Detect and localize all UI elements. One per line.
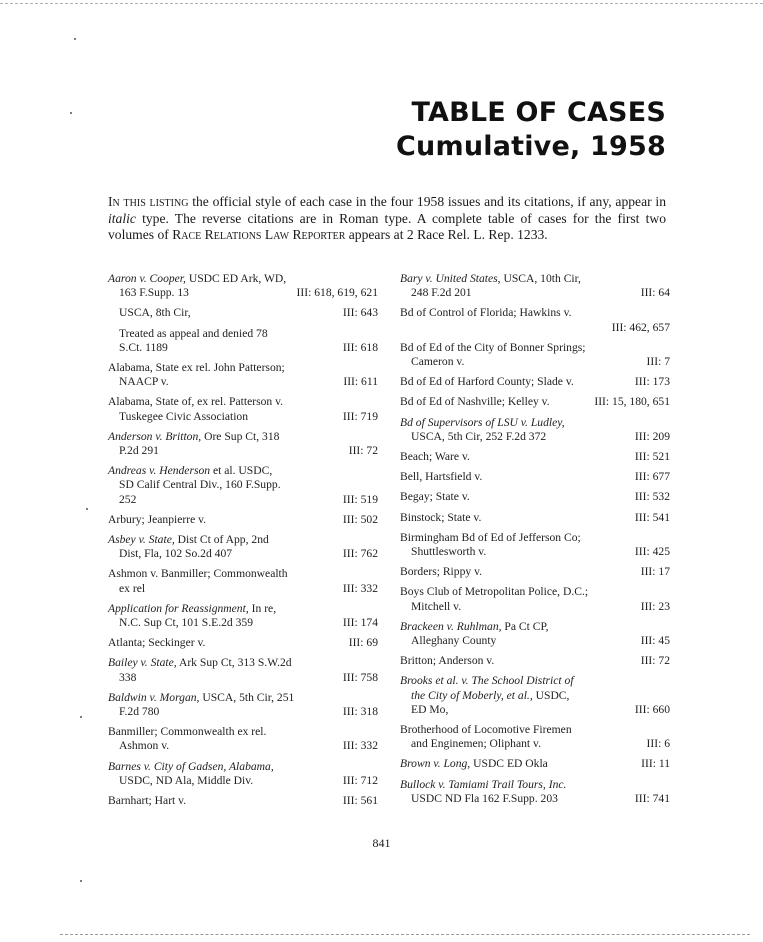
case-court: Borders; Rippy v. — [400, 565, 483, 579]
case-first-line — [400, 654, 670, 668]
case-name: Brooks et al. v. The School District of — [400, 674, 574, 688]
case-continuation-line — [400, 689, 670, 703]
case-court: Atlanta; Seckinger v. — [108, 636, 206, 650]
citation-ref: III: 332 — [342, 739, 378, 753]
case-entry — [400, 416, 670, 444]
citation-ref: III: 332 — [342, 581, 378, 595]
case-entry — [108, 636, 378, 650]
case-court: Brotherhood of Locomotive Firemen — [400, 723, 572, 737]
citation-ref: III: 712 — [342, 773, 378, 787]
case-court: USDC, — [532, 688, 570, 702]
case-name: Bary v. United States, — [400, 272, 501, 285]
case-court: Arbury; Jeanpierre v. — [108, 512, 207, 526]
citation-ref: III: 64 — [640, 286, 670, 300]
case-court: Bd of Ed of Harford County; Slade v. — [400, 375, 574, 389]
case-court: Birmingham Bd of Ed of Jefferson Co; — [400, 530, 581, 544]
case-entry — [400, 395, 670, 409]
case-name: Application for Reassignment, — [108, 601, 249, 615]
case-continuation-line: SD Calif Central Div., 160 F.Supp. — [119, 478, 281, 492]
citation-ref: III: 209 — [634, 429, 670, 443]
case-first-line — [400, 674, 670, 688]
case-continuation-line: Mitchell v. III: 23 — [411, 599, 670, 613]
case-first-line — [108, 725, 378, 739]
case-court: Banmiller; Commonwealth ex rel. — [108, 725, 267, 739]
scan-edge-top — [0, 3, 763, 4]
case-continuation-line: F.2d 780 III: 318 — [119, 705, 378, 719]
citation-ref: III: 318 — [342, 705, 378, 719]
intro-text-1: the official style of each case in the four 1958 issues and its citations, if any, appear in — [188, 194, 666, 209]
case-name: Brown v. Long, — [400, 757, 471, 771]
case-continuation-line: Ashmon v. III: 332 — [119, 739, 378, 753]
case-entry — [400, 375, 670, 389]
case-entry — [400, 778, 670, 806]
case-court: Bd of Control of Florida; Hawkins v. — [400, 306, 572, 320]
case-court: Ashmon v. Banmiller; Commonwealth — [108, 567, 288, 581]
scan-edge-bottom — [60, 934, 750, 935]
case-continuation-line: Cameron v. III: 7 — [411, 355, 670, 369]
case-first-line — [400, 306, 670, 320]
case-court: Bd of Ed of the City of Bonner Springs; — [400, 340, 586, 354]
case-court: Bd of Ed of Nashville; Kelley v. — [400, 395, 550, 409]
case-entry — [108, 794, 378, 808]
case-continuation-line: Shuttlesworth v. III: 425 — [411, 545, 670, 559]
case-continuation-line: S.Ct. 1189 III: 618 — [119, 340, 378, 354]
citation-ref: III: 762 — [342, 547, 378, 561]
case-name: Brackeen v. Ruhlman, — [400, 619, 502, 633]
case-continuation-line: 248 F.2d 201 III: 64 — [411, 286, 670, 300]
citation-ref: III: 15, 180, 651 — [594, 395, 670, 409]
case-first-line — [108, 636, 378, 650]
case-court: Ark Sup Ct, 313 S.W.2d — [176, 656, 292, 670]
case-first-line — [108, 602, 378, 616]
case-first-line — [400, 620, 670, 634]
citation-ref: III: 758 — [342, 670, 378, 684]
case-entry — [400, 757, 670, 771]
scan-speck — [86, 508, 88, 510]
case-first-line — [108, 306, 378, 320]
case-court: Britton; Anderson v. — [400, 654, 495, 668]
case-entry — [108, 691, 378, 719]
case-continuation-line: 163 F.Supp. 13 III: 618, 619, 621 — [119, 286, 378, 300]
case-entry — [108, 656, 378, 684]
case-continuation-line: NAACP v. III: 611 — [119, 375, 378, 389]
case-name-continued: the City of Moberly, et al., — [411, 688, 533, 702]
citation-ref: III: 462, 657 — [611, 320, 670, 334]
citation-ref: III: 17 — [640, 565, 670, 579]
case-first-line — [400, 490, 670, 504]
citation-ref: III: 521 — [634, 450, 670, 464]
case-first-line — [108, 533, 378, 547]
case-court: Pa Ct CP, — [501, 619, 549, 633]
case-name: Baldwin v. Morgan, — [108, 690, 200, 704]
intro-reporter-name: Race Relations Law Reporter — [172, 227, 346, 242]
citation-ref: III: 519 — [342, 492, 378, 506]
case-court: Begay; State v. — [400, 490, 470, 504]
case-first-line — [400, 395, 670, 409]
heading-subtitle: Cumulative, 1958 — [396, 131, 666, 162]
case-first-line — [108, 361, 378, 375]
case-name: Bullock v. Tamiami Trail Tours, Inc. — [400, 777, 567, 791]
case-first-line — [108, 327, 378, 341]
case-continuation-line: USCA, 5th Cir, 252 F.2d 372 III: 209 — [411, 429, 670, 443]
citation-ref: III: 677 — [634, 470, 670, 484]
case-name: Bd of Supervisors of LSU v. Ludley, — [400, 415, 565, 429]
citation-ref: III: 45 — [640, 634, 670, 648]
case-continuation-line: 252 III: 519 — [119, 492, 378, 506]
case-first-line — [400, 565, 670, 579]
citation-ref: III: 741 — [634, 791, 670, 805]
case-entry — [400, 585, 670, 613]
case-court: Boys Club of Metropolitan Police, D.C.; — [400, 585, 589, 599]
case-name: Barnes v. City of Gadsen, Alabama, — [108, 759, 274, 773]
citation-ref: III: 173 — [634, 375, 670, 389]
case-first-line — [400, 511, 670, 525]
case-entry — [400, 341, 670, 369]
case-first-line — [108, 272, 378, 286]
intro-italic-word: italic — [108, 210, 136, 226]
case-name: Asbey v. State, — [108, 533, 175, 547]
citation-ref: III: 618 — [342, 340, 378, 354]
case-court: USCA, 5th Cir, 251 — [199, 690, 295, 704]
citation-ref: III: 174 — [342, 616, 378, 630]
case-first-line — [400, 531, 670, 545]
case-court: Bell, Hartsfield v. — [400, 470, 483, 484]
citation-ref: III: 719 — [342, 409, 378, 423]
case-first-line — [108, 691, 378, 705]
citation-ref: III: 660 — [634, 702, 670, 716]
case-entry — [400, 674, 670, 717]
case-first-line — [400, 416, 670, 430]
citation-ref: III: 425 — [634, 545, 670, 559]
intro-lead: In this listing — [108, 194, 189, 209]
case-first-line — [400, 341, 670, 355]
scan-speck — [80, 716, 82, 718]
case-name: Bailey v. State, — [108, 656, 177, 670]
case-first-line — [108, 760, 378, 774]
case-court: Treated as appeal and denied 78 — [119, 326, 268, 340]
case-first-line — [108, 464, 378, 478]
case-entry — [108, 395, 378, 423]
case-first-line — [108, 395, 378, 409]
case-entry — [108, 760, 378, 788]
case-court: Binstock; State v. — [400, 510, 482, 524]
case-entry — [108, 725, 378, 753]
case-first-line — [108, 567, 378, 581]
citation-ref: III: 618, 619, 621 — [296, 286, 378, 300]
case-first-line — [400, 470, 670, 484]
case-court: Dist Ct of App, 2nd — [174, 533, 269, 547]
citation-ref: III: 541 — [634, 510, 670, 524]
case-court: Alabama, State ex rel. John Patterson; — [108, 361, 285, 375]
scan-speck — [74, 38, 76, 40]
case-entry — [108, 361, 378, 389]
citation-ref: III: 7 — [646, 355, 670, 369]
case-court: In re, — [248, 601, 277, 615]
case-continuation-line: P.2d 291 III: 72 — [119, 444, 378, 458]
case-entry — [400, 531, 670, 559]
case-court: USCA, 10th Cir, — [500, 272, 581, 285]
case-entry — [400, 654, 670, 668]
citation-ref: III: 561 — [342, 794, 378, 808]
case-first-line — [108, 513, 378, 527]
case-continuation-line: 338 III: 758 — [119, 670, 378, 684]
case-first-line — [400, 375, 670, 389]
case-continuation-line: USDC ND Fla 162 F.Supp. 203 III: 741 — [411, 791, 670, 805]
case-entry — [400, 272, 670, 300]
case-entry — [400, 511, 670, 525]
case-court: Alabama, State of, ex rel. Patterson v. — [108, 395, 284, 409]
case-entry — [108, 430, 378, 458]
heading-title: TABLE OF CASES — [411, 97, 666, 128]
case-first-line — [400, 757, 670, 771]
case-first-line — [400, 450, 670, 464]
case-first-line — [108, 794, 378, 808]
case-entry — [108, 567, 378, 595]
page-number: 841 — [372, 836, 391, 850]
citation-ref: III: 72 — [348, 444, 378, 458]
case-continuation-line: N.C. Sup Ct, 101 S.E.2d 359 III: 174 — [119, 616, 378, 630]
citation-ref: III: 23 — [640, 599, 670, 613]
citation-ref: III: 502 — [342, 512, 378, 526]
intro-paragraph — [108, 194, 666, 244]
case-entry — [108, 464, 378, 507]
case-entry — [400, 450, 670, 464]
case-entry — [400, 490, 670, 504]
case-name: Anderson v. Britton, — [108, 429, 202, 443]
case-entry — [400, 565, 670, 579]
case-continuation-line: ED Mo, III: 660 — [411, 702, 670, 716]
case-first-line — [400, 272, 670, 286]
case-continuation-line: and Enginemen; Oliphant v. III: 6 — [411, 737, 670, 751]
case-entry — [108, 513, 378, 527]
case-court: et al. USDC, — [210, 464, 273, 478]
citation-ref: III: 611 — [343, 375, 378, 389]
case-name: Aaron v. Cooper, — [108, 272, 186, 285]
case-continuation-line: Dist, Fla, 102 So.2d 407 III: 762 — [119, 547, 378, 561]
case-first-line — [400, 778, 670, 792]
case-entry — [400, 470, 670, 484]
case-entry — [400, 620, 670, 648]
citation-line — [400, 321, 670, 335]
citation-ref: III: 11 — [641, 757, 670, 771]
case-court: USDC ED Ark, WD, — [185, 272, 287, 285]
page-heading — [396, 96, 666, 164]
case-court: Barnhart; Hart v. — [108, 794, 187, 808]
case-continuation-line: Tuskegee Civic Association III: 719 — [119, 409, 378, 423]
citation-ref: III: 72 — [640, 654, 670, 668]
case-first-line — [108, 656, 378, 670]
case-first-line — [108, 430, 378, 444]
case-entry — [108, 533, 378, 561]
case-first-line — [400, 585, 670, 599]
case-entry — [108, 306, 378, 320]
case-court: Beach; Ware v. — [400, 450, 470, 464]
case-continuation-line: ex rel III: 332 — [119, 581, 378, 595]
case-entry — [108, 272, 378, 300]
scan-speck — [70, 112, 72, 114]
case-continuation-line: USDC, ND Ala, Middle Div. III: 712 — [119, 773, 378, 787]
case-court: Ore Sup Ct, 318 — [201, 429, 280, 443]
case-entry — [108, 602, 378, 630]
cases-column-left — [108, 272, 378, 814]
case-court: USCA, 8th Cir, — [119, 306, 191, 320]
case-first-line — [400, 723, 670, 737]
intro-text-2: type. The reverse citations are in Roman type. A complete table of cases for the first two volumes of — [108, 210, 666, 242]
citation-ref: III: 532 — [634, 490, 670, 504]
case-name: Andreas v. Henderson — [108, 464, 211, 478]
case-continuation-line: Alleghany County III: 45 — [411, 634, 670, 648]
case-entry — [400, 723, 670, 751]
citation-ref: III: 69 — [348, 636, 378, 650]
scan-speck — [80, 880, 82, 882]
citation-ref: III: 6 — [646, 737, 670, 751]
case-entry — [108, 327, 378, 355]
case-court: USDC ED Okla — [470, 757, 548, 771]
citation-ref: III: 643 — [342, 306, 378, 320]
intro-text-3: appears at 2 Race Rel. L. Rep. 1233. — [345, 227, 548, 242]
case-entry — [400, 306, 670, 334]
cases-column-right — [400, 272, 670, 812]
